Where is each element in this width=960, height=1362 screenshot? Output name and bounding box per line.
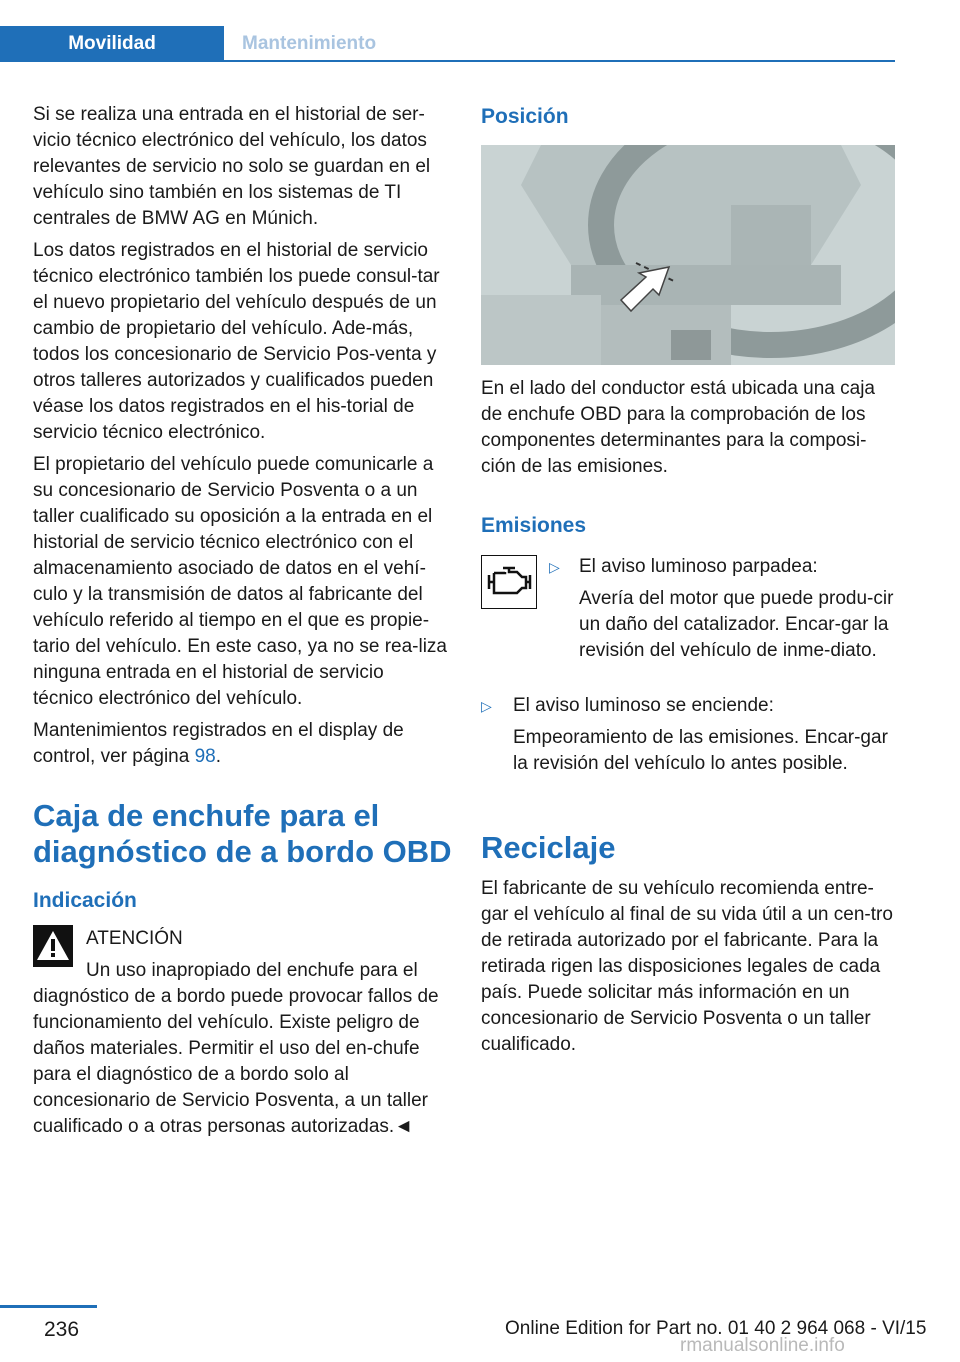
bullet-arrow-icon: ▷ bbox=[549, 559, 560, 575]
warning-body bbox=[33, 984, 448, 1140]
reciclaje-text-block bbox=[481, 876, 895, 1064]
paragraph-4-end: . bbox=[215, 746, 222, 767]
paragraph-3: El propietario del vehículo puede comunicarle a su concesionario de Servicio Posventa o a un taller cualificado su oposición a la entrada en el historial de servicio técnico electrónico con el almacenamiento asociado de datos en el vehí-culo y la transmisión de datos al fabricante del vehículo referido al tiempo en el que es propie-tario del vehículo. En este caso, ya no se rea-liza ninguna entrada en el historial de servicio técnico electrónico del vehículo. bbox=[33, 454, 448, 709]
tab-movilidad[interactable]: Movilidad bbox=[0, 26, 224, 62]
section-title-obd bbox=[33, 798, 463, 870]
reciclaje-text: El fabricante de su vehículo recomienda entre-gar el vehículo al final de su vida útil a un cen-tro de retirada autorizado por el fabricante. Para la retirada rigen las disposiciones legales de cada país. Puede solicitar más información en un concesionario de Servicio Posventa o un taller cualificado. bbox=[481, 878, 893, 1055]
paragraph-1: Si se realiza una entrada en el historial de ser-vicio técnico electrónico del vehículo, los datos relevantes de servicio no solo se guardan en el vehículo sino también en los sistemas de TI centrales de BMW AG en Múnich. bbox=[33, 104, 431, 229]
bullet-list-1 bbox=[549, 554, 895, 670]
bullet-list-2 bbox=[481, 693, 895, 783]
paragraph-2: Los datos registrados en el historial de servicio técnico electrónico también los puede consul-tar el nuevo propietario del vehículo después de un cambio de propietario del vehículo. Ade-más, todos los concesionario de Servicio Pos-venta y otros talleres autorizados y cualificados pueden véase los datos registrados en el his-torial de servicio técnico electrónico. bbox=[33, 240, 440, 443]
warning-triangle-icon bbox=[33, 925, 73, 967]
bullet-2-title: El aviso luminoso se enciende: bbox=[513, 695, 774, 716]
warning-title: ATENCIÓN bbox=[86, 928, 183, 949]
obd-location-image bbox=[481, 145, 895, 365]
bullet-2-text: Empeoramiento de las emisiones. Encar-gar la revisión del vehículo lo antes posible. bbox=[513, 727, 888, 774]
footer-rule bbox=[0, 1305, 97, 1308]
bullet-arrow-icon: ▷ bbox=[481, 698, 492, 714]
page-link[interactable]: 98 bbox=[194, 746, 216, 767]
edition-text: Online Edition for Part no. 01 40 2 964 068 - VI/15 bbox=[505, 1318, 927, 1339]
section-title-line-1: Caja de enchufe para el bbox=[33, 798, 380, 833]
posicion-text-block bbox=[481, 376, 895, 486]
paragraph-4-text: Mantenimientos registrados en el display de control, ver página bbox=[33, 720, 404, 767]
bullet-1-title: El aviso luminoso parpadea: bbox=[579, 556, 818, 577]
left-column bbox=[33, 102, 448, 776]
bullet-1-text: Avería del motor que puede produ-cir un daño del catalizador. Encar-gar la revisión del vehículo de inme-diato. bbox=[579, 588, 894, 661]
end-mark: ◄ bbox=[394, 1116, 414, 1137]
warning-text: diagnóstico de a bordo puede provocar fallos de funcionamiento del vehículo. Existe peligro de daños materiales. Permitir el uso del en-chufe para el diagnóstico de a bordo solo al concesionario de Servicio Posventa, a un taller cualificado o a otras personas autorizadas. bbox=[33, 986, 439, 1137]
heading-emisiones: Emisiones bbox=[481, 514, 587, 537]
posicion-text: En el lado del conductor está ubicada una caja de enchufe OBD para la comprobación de los componentes determinantes para la composi-ción de las emisiones. bbox=[481, 378, 875, 477]
header-divider bbox=[0, 60, 895, 62]
section-title-line-2: diagnóstico de a bordo OBD bbox=[33, 834, 452, 869]
heading-reciclaje: Reciclaje bbox=[481, 830, 616, 865]
check-engine-icon bbox=[481, 555, 537, 609]
tab-mantenimiento[interactable]: Mantenimiento bbox=[242, 33, 377, 54]
paragraph-4 bbox=[33, 718, 448, 770]
warning-first-line: Un uso inapropiado del enchufe para el bbox=[86, 960, 418, 981]
heading-indicacion: Indicación bbox=[33, 889, 137, 912]
heading-posicion: Posición bbox=[481, 105, 569, 128]
watermark: rmanualsonline.info bbox=[680, 1335, 845, 1356]
page-number: 236 bbox=[44, 1318, 80, 1341]
